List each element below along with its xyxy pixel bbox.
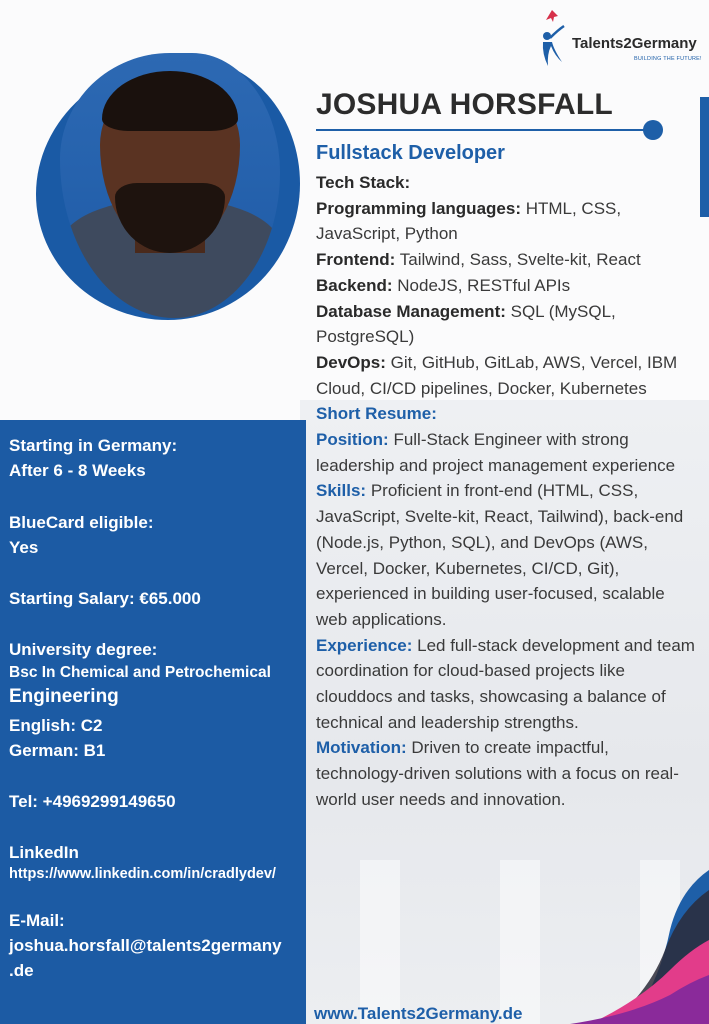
degree-label: University degree: bbox=[9, 640, 158, 659]
linkedin-label: LinkedIn bbox=[9, 843, 79, 862]
background-column bbox=[360, 860, 400, 1024]
linkedin-link[interactable]: https://www.linkedin.com/in/cradlydev/ bbox=[9, 866, 276, 882]
airplane-icon bbox=[546, 10, 558, 22]
bluecard-label: BlueCard eligible: bbox=[9, 513, 154, 532]
website-link[interactable]: www.Talents2Germany.de bbox=[314, 1004, 523, 1023]
brand-tagline: BUILDING THE FUTURE! bbox=[634, 56, 702, 62]
background-column bbox=[500, 860, 540, 1024]
corner-wave-decoration bbox=[570, 870, 709, 1024]
degree-value-2: Engineering bbox=[9, 686, 119, 707]
email-label: E-Mail: bbox=[9, 911, 65, 930]
tech-frontend: Frontend: Tailwind, Sass, Svelte-kit, React bbox=[316, 250, 641, 270]
candidate-name: JOSHUA HORSFALL bbox=[316, 88, 613, 121]
tech-database: Database Management: SQL (MySQL, PostgreSQL) bbox=[316, 301, 616, 347]
email-link[interactable]: joshua.horsfall@talents2germany bbox=[9, 936, 282, 955]
starting-salary: Starting Salary: €65.000 bbox=[9, 589, 201, 608]
english-level: English: C2 bbox=[9, 716, 103, 735]
german-level: German: B1 bbox=[9, 741, 106, 760]
tech-devops: DevOps: Git, GitHub, GitLab, AWS, Vercel, IBM Cloud, CI/CD pipelines, Docker, Kubernetes bbox=[316, 352, 678, 398]
name-underline-dot bbox=[643, 120, 663, 140]
start-value: After 6 - 8 Weeks bbox=[9, 461, 146, 480]
bluecard-value: Yes bbox=[9, 538, 39, 557]
tech-stack-heading: Tech Stack: bbox=[316, 173, 411, 192]
talents2germany-logo-icon bbox=[538, 8, 566, 66]
resume-skills: Skills: Proficient in front-end (HTML, CSS, JavaScript, Svelte-kit, React, Tailwind), back-end (Node.js, Python, SQL), and DevOps (AWS, Vercel, Docker, Kubernetes, CI/CD, Git), experienced in building user-focused, scalable web applications. bbox=[316, 481, 684, 629]
resume-position: Position: Full-Stack Engineer with strong leadership and project management experience bbox=[316, 430, 676, 475]
resume-experience: Experience: Led full-stack development and team coordination for cloud-based projects like clouddocs and tasks, showcasing a balance of technical and leadership strengths. bbox=[316, 635, 695, 732]
start-label: Starting in Germany: bbox=[9, 436, 178, 455]
candidate-role: Fullstack Developer bbox=[316, 142, 505, 164]
candidate-photo bbox=[60, 53, 280, 318]
tech-backend: Backend: NodeJS, RESTful APIs bbox=[316, 275, 571, 295]
profile-details bbox=[316, 170, 696, 813]
brand-name: Talents2Germany bbox=[572, 35, 697, 52]
resume-heading: Short Resume: bbox=[316, 404, 437, 424]
telephone[interactable]: Tel: +4969299149650 bbox=[9, 792, 176, 811]
degree-value: Bsc In Chemical and Petrochemical bbox=[9, 664, 271, 681]
resume-motivation: Motivation: Driven to create impactful, technology-driven solutions with a focus on real-world user needs and innovation. bbox=[316, 738, 679, 809]
name-underline bbox=[316, 129, 652, 131]
tech-programming: Programming languages: HTML, CSS, JavaScript, Python bbox=[316, 198, 622, 244]
right-accent-bar bbox=[700, 97, 709, 217]
brand-logo bbox=[538, 6, 708, 70]
email-link-cont[interactable]: .de bbox=[9, 961, 34, 980]
